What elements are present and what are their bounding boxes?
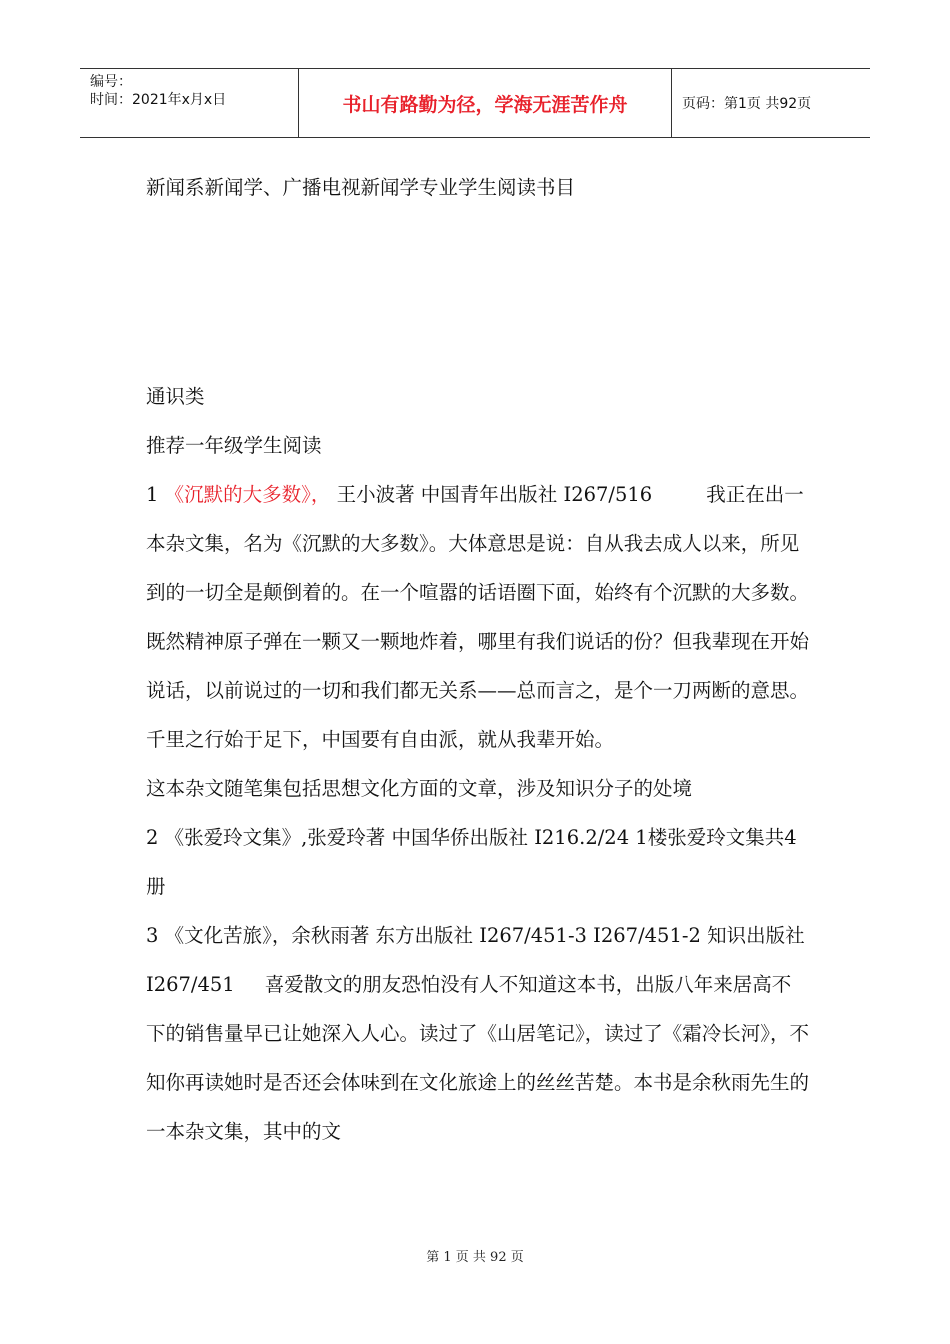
entry-1-book-title: 《沉默的大多数》，: [164, 483, 331, 506]
subsection-heading: 推荐一年级学生阅读: [146, 434, 322, 457]
entry-3: [146, 911, 810, 1156]
header-meta-cell: [80, 69, 299, 137]
entry-3-description: 喜爱散文的朋友恐怕没有人不知道这本书，出版八年来居高不下的销售量早已让她深入人心。读过了《山居笔记》，读过了《霜冷长河》，不知你再读她时是否还会体味到在文化旅途上的丝丝苦楚。本书是余秋雨先生的一本杂文集，其中的文: [146, 973, 810, 1143]
entry-3-info: 3 《文化苦旅》，余秋雨著 东方出版社 I267/451-3 I267/451-2 知识出版社 I267/451: [146, 924, 805, 996]
page-footer: 第 1 页 共 92 页: [426, 1250, 524, 1265]
document-body: [146, 372, 810, 1156]
entry-1-lead: 我: [706, 483, 726, 506]
header-page-info: 页码：第1页 共92页: [682, 96, 812, 112]
entry-1: [146, 470, 810, 764]
section-heading: 通识类: [146, 385, 205, 408]
entry-1-description: 正在出一本杂文集，名为《沉默的大多数》。大体意思是说：自从我去成人以来，所见到的一切全是颠倒着的。在一个喧嚣的话语圈下面，始终有个沉默的大多数。既然精神原子弹在一颗又一颗地炸着，哪里有我们说话的份？但我辈现在开始说话，以前说过的一切和我们都无关系——总而言之，是个一刀两断的意思。千里之行始于足下，中国要有自由派，就从我辈开始。: [146, 483, 810, 751]
document-title: 新闻系新闻学、广播电视新闻学专业学生阅读书目: [146, 176, 576, 199]
entry-1-note: 这本杂文随笔集包括思想文化方面的文章，涉及知识分子的处境: [146, 777, 693, 800]
entry-1-number: 1: [146, 483, 159, 506]
date-label: 时间：2021年x月x日: [90, 92, 227, 108]
entry-1-info: 王小波著 中国青年出版社 I267/516: [336, 483, 653, 506]
entry-2: 2 《张爱玲文集》,张爱玲著 中国华侨出版社 I216.2/24 1楼张爱玲文集共4册: [146, 826, 797, 898]
header-motto: 书山有路勤为径，学海无涯苦作舟: [299, 69, 672, 137]
number-label: 编号：: [90, 74, 132, 90]
document-header: [80, 68, 870, 138]
